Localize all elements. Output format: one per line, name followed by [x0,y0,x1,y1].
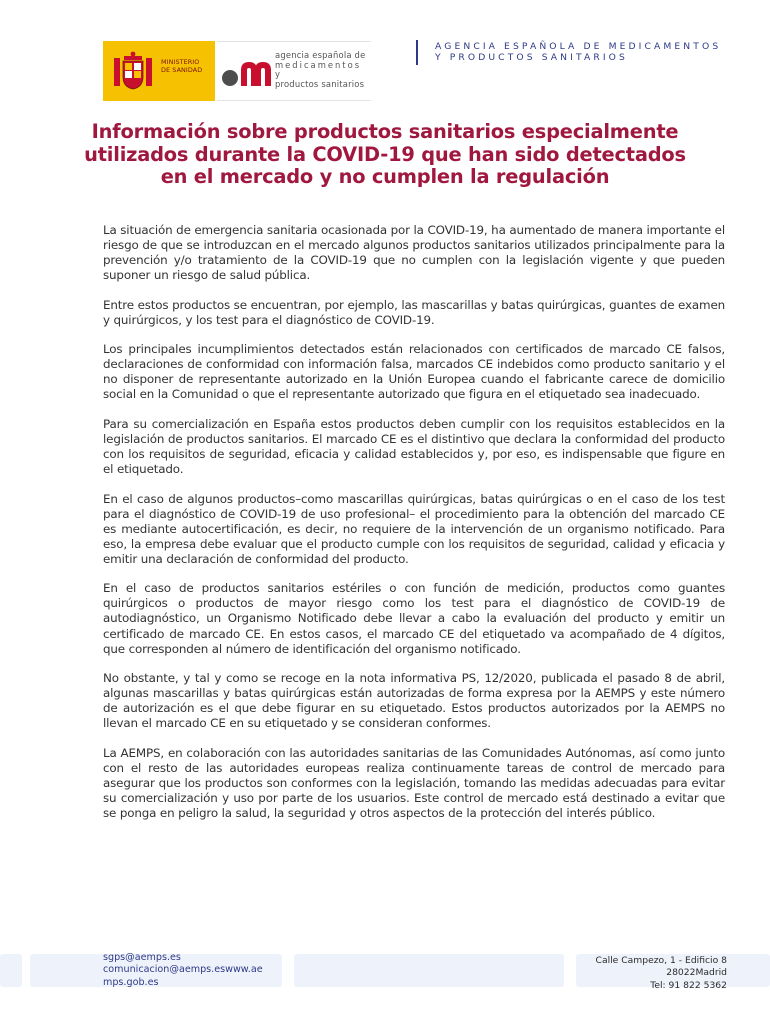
address-line-1: Calle Campezo, 1 - Edificio 8 [595,955,727,966]
paragraph: No obstante, y tal y como se recoge en la nota informativa PS, 12/2020, publicada el pasado 8 de abril, algunas mascarillas y batas quirúrgicas están autorizadas de forma expresa por la AEMPS y este número de autorización es el que debe figurar en su etiquetado. Estos productos autorizados por la AEMPS no llevan el marcado CE en su etiquetado y se consideran conformes. [103,671,725,731]
aemps-mark-icon [221,56,273,88]
agency-name-line-1: AGENCIA ESPAÑOLA DE MEDICAMENTOS [435,41,722,52]
header-logos [103,41,371,102]
footer-band-segment [294,954,564,987]
paragraph: La AEMPS, en colaboración con las autoridades sanitarias de las Comunidades Autónomas, así como junto con el resto de las autoridades europeas realiza continuamente tareas de control de mercado para asegurar que los productos son conformes con la legislación, tomando las medidas adecuadas para evitar su comercialización y uso por parte de los usuarios. Este control de mercado está destinado a evitar que se ponga en peligro la salud, la seguridad y otros aspectos de la protección del interés público. [103,745,725,821]
agency-header-name [435,41,721,63]
document-title [80,121,690,189]
coat-of-arms-icon [112,50,154,92]
phone-number: Tel: 91 822 5362 [650,979,727,991]
ministry-name [161,59,202,74]
paragraph: Los principales incumplimientos detectados están relacionados con certificados de marcado CE falsos, declaraciones de conformidad con información falsa, marcados CE indebidos como producto sanitario y el no disponer de representante autorizado en la Unión Europea cuando el fabricante carece de domicilio social en la Comunidad o que el representante autorizado que figura en el etiquetado sea inadecuado. [103,342,725,402]
address-line-2: 28022Madrid [666,967,727,979]
agency-logo-line-3: productos sanitarios [275,78,365,89]
footer-contact [103,952,263,989]
title-line-1: Información sobre productos sanitarios especialmente [91,120,679,143]
footer-email-link[interactable]: sgps@aemps.es [103,952,181,963]
ministry-line-2: DE SANIDAD [161,65,203,74]
agency-logo-text [275,51,371,89]
paragraph: En el caso de productos sanitarios estériles o con función de medición, productos como guantes quirúrgicos o productos de mayor riesgo como los test para el diagnóstico de COVID-19 de autodiagnóstico, un Organismo Notificado debe llevar a cabo la evaluación del producto y emitir un certificado de marcado CE. En estos casos, el marcado CE del etiquetado va acompañado de 4 dígitos, que corresponden al número de identificación del organismo notificado. [103,581,725,656]
paragraph: Para su comercialización en España estos productos deben cumplir con los requisitos establecidos en la legislación de productos sanitarios. El marcado CE es el distintivo que declara la conformidad del producto con los requisitos de seguridad, eficacia y calidad establecidos y, por eso, es indispensable que figure en el etiquetado. [103,416,725,477]
paragraph: La situación de emergencia sanitaria ocasionada por la COVID-19, ha aumentado de manera importante el riesgo de que se introduzcan en el mercado algunos productos sanitarios utilizados principalmente para la prevención y/o tratamiento de la COVID-19 que no cumplen con la legislación vigente y que pueden suponer un riesgo de salud pública. [103,223,725,283]
paragraph: En el caso de algunos productos–como mascarillas quirúrgicas, batas quirúrgicas o en el caso de los test para el diagnóstico de COVID-19 de uso profesional– el procedimiento para la obtención del marcado CE es mediante autocertificación, es decir, no requiere de la intervención de un organismo notificado. Para eso, la empresa debe evaluar que el producto cumple con los requisitos de seguridad, calidad y eficacia y emitir una declaración de conformidad del producto. [103,491,725,566]
agency-name-line-2: Y PRODUCTOS SANITARIOS [435,52,628,63]
footer-band-segment [0,954,22,987]
footer-address [596,955,727,992]
agency-logo-line-2: medicamentos y [275,59,362,80]
title-line-2: utilizados durante la COVID-19 que han sido detectados [84,142,686,166]
document-body [103,223,725,835]
ministry-logo [103,41,215,101]
agency-logo-line-1: agencia española de [275,50,366,60]
paragraph: Entre estos productos se encuentran, por ejemplo, las mascarillas y batas quirúrgicas, guantes de examen y quirúrgicos, y los test para el diagnóstico de COVID-19. [103,297,725,327]
footer-email-web-link[interactable]: comunicacion@aemps.eswww.ae [103,964,263,976]
aemps-logo [217,41,371,101]
footer-web-link[interactable]: mps.gob.es [103,976,159,988]
header-divider [416,40,418,65]
title-line-3: en el mercado y no cumplen la regulación [160,165,610,188]
ministry-line-1: MINISTERIO [161,58,200,66]
